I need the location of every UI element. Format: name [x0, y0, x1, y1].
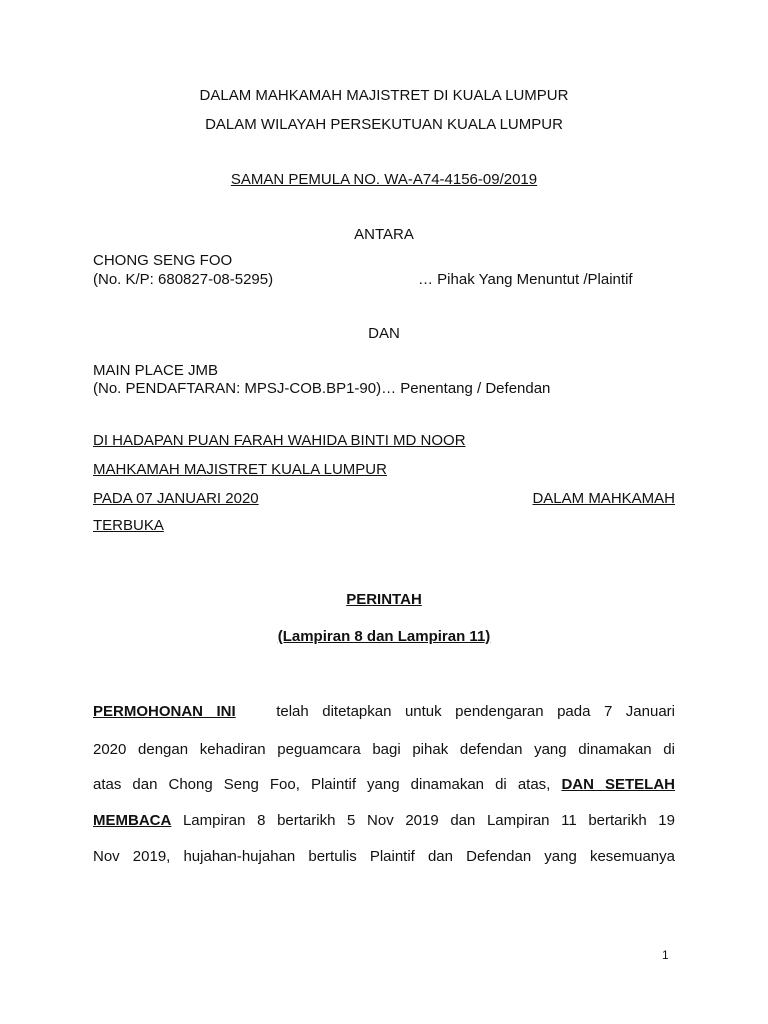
body-line-4-text: Lampiran 8 bertarikh 5 Nov 2019 dan Lampiran 11 bertarikh 19 [182, 812, 675, 829]
plaintiff-name: CHONG SENG FOO [93, 252, 233, 269]
judge-line-wrap [93, 432, 466, 450]
body-line-3-text: atas dan Chong Seng Foo, Plaintif yang dinamakan di atas, [93, 776, 551, 793]
body-line-4 [93, 812, 675, 830]
body-line-3 [93, 776, 675, 794]
judge-line: DI HADAPAN PUAN FARAH WAHIDA BINTI MD NOOR [93, 432, 466, 449]
court-line: MAHKAMAH MAJISTRET KUALA LUMPUR [93, 461, 387, 478]
case-number-wrap [0, 171, 768, 189]
page-number: 1 [662, 948, 669, 962]
order-title: PERINTAH [346, 591, 422, 608]
body-bold-membaca: MEMBACA [93, 812, 172, 829]
body-line-1 [93, 703, 675, 721]
body-line-5: Nov 2019, hujahan-hujahan bertulis Plaintif dan Defendan yang kesemuanya [93, 848, 675, 865]
open-court-1: DALAM MAHKAMAH [532, 490, 675, 507]
court-title-line-1: DALAM MAHKAMAH MAJISTRET DI KUALA LUMPUR [199, 87, 569, 104]
defendant-name: MAIN PLACE JMB [93, 362, 219, 379]
open-court-2-wrap [93, 517, 164, 535]
plaintiff-row [93, 271, 675, 289]
court-line-wrap [93, 461, 387, 479]
plaintiff-id: (No. K/P: 680827-08-5295) [93, 271, 274, 288]
order-subtitle: (Lampiran 8 dan Lampiran 11) [277, 628, 491, 645]
date-row [93, 490, 675, 508]
order-title-wrap [0, 591, 768, 609]
case-number: SAMAN PEMULA NO. WA-A74-4156-09/2019 [230, 171, 538, 188]
hearing-date: PADA 07 JANUARI 2020 [93, 490, 259, 507]
defendant-row [93, 380, 675, 398]
between-label: ANTARA [354, 226, 414, 243]
court-title-line-2: DALAM WILAYAH PERSEKUTUAN KUALA LUMPUR [205, 116, 563, 133]
body-bold-permohonan: PERMOHONAN INI [93, 703, 236, 720]
and-label: DAN [368, 325, 400, 342]
defendant-id: (No. PENDAFTARAN: MPSJ-COB.BP1-90) [93, 380, 382, 397]
body-line-1-text: telah ditetapkan untuk pendengaran pada 7 Januari [276, 703, 675, 720]
body-bold-dan-setelah: DAN SETELAH [561, 776, 675, 793]
defendant-role: … Penentang / Defendan [381, 380, 551, 397]
body-line-2: 2020 dengan kehadiran peguamcara bagi pihak defendan yang dinamakan di [93, 741, 675, 758]
plaintiff-role: … Pihak Yang Menuntut /Plaintif [418, 271, 633, 288]
order-subtitle-wrap [0, 628, 768, 646]
open-court-2: TERBUKA [93, 517, 164, 534]
